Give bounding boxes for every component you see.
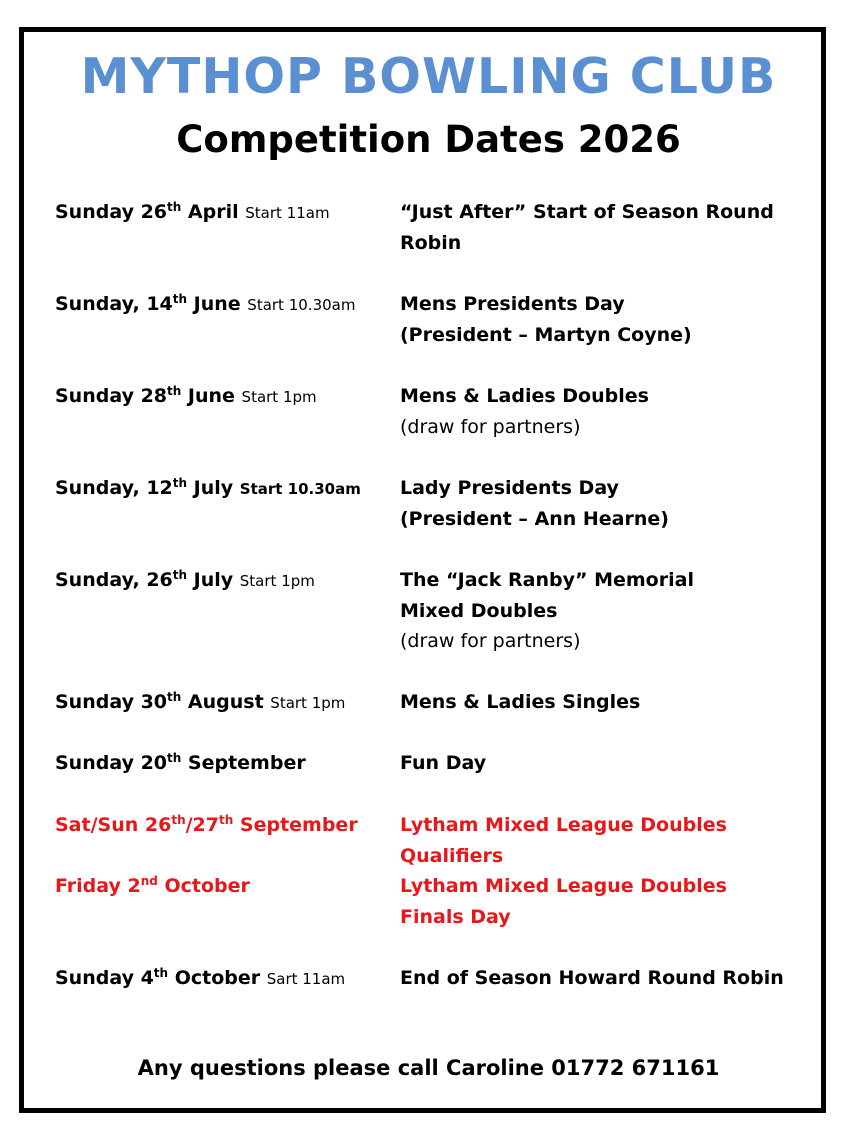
entry-date: Friday 2nd October (55, 874, 250, 897)
entry-date: Sunday, 14th June Start 10.30am (55, 292, 356, 315)
entry-date: Sunday 30th August Start 1pm (55, 690, 346, 713)
club-title: MYTHOP BOWLING CLUB (80, 48, 777, 105)
start-time: Start 10.30am (239, 480, 361, 498)
entry-date: Sunday, 26th July Start 1pm (55, 568, 315, 591)
entry-note: (draw for partners) (400, 630, 581, 652)
start-time: Start 10.30am (247, 296, 356, 314)
entry-event: Mens & Ladies Singles (400, 691, 641, 713)
start-time: Start 1pm (241, 388, 317, 406)
entry-event: Fun Day (400, 752, 487, 774)
page-subtitle: Competition Dates 2026 (176, 118, 681, 161)
start-time: Start 1pm (239, 572, 315, 590)
start-time: Start 11am (245, 204, 330, 222)
entry-date: Sunday 20th September (55, 751, 306, 774)
entry-date: Sunday 26th April Start 11am (55, 200, 330, 223)
start-time: Sart 11am (266, 970, 346, 988)
entry-event: Mens & Ladies Doubles (draw for partners) (400, 381, 795, 442)
entry-note: (draw for partners) (400, 415, 581, 438)
entry-event: Lytham Mixed League Doubles Finals Day (400, 875, 727, 928)
entry-event: Mens Presidents Day (President – Martyn Coyne) (400, 293, 692, 346)
entry-event: Lytham Mixed League Doubles Qualifiers (400, 814, 727, 867)
entry-date: Sunday 28th June Start 1pm (55, 384, 317, 407)
entry-event: End of Season Howard Round Robin (400, 967, 784, 989)
entry-event: Lady Presidents Day (President – Ann Hearne) (400, 477, 669, 530)
entry-date: Sunday 4th October Sart 11am (55, 966, 346, 989)
entry-date: Sat/Sun 26th/27th September (55, 813, 358, 836)
entry-event: The “Jack Ranby” Memorial Mixed Doubles (draw for partners) (400, 565, 795, 657)
entry-date: Sunday, 12th July Start 10.30am (55, 476, 361, 499)
start-time: Start 1pm (270, 694, 346, 712)
entry-event: “Just After” Start of Season Round Robin (400, 201, 774, 254)
contact-footer: Any questions please call Caroline 01772 671161 (137, 1056, 720, 1080)
